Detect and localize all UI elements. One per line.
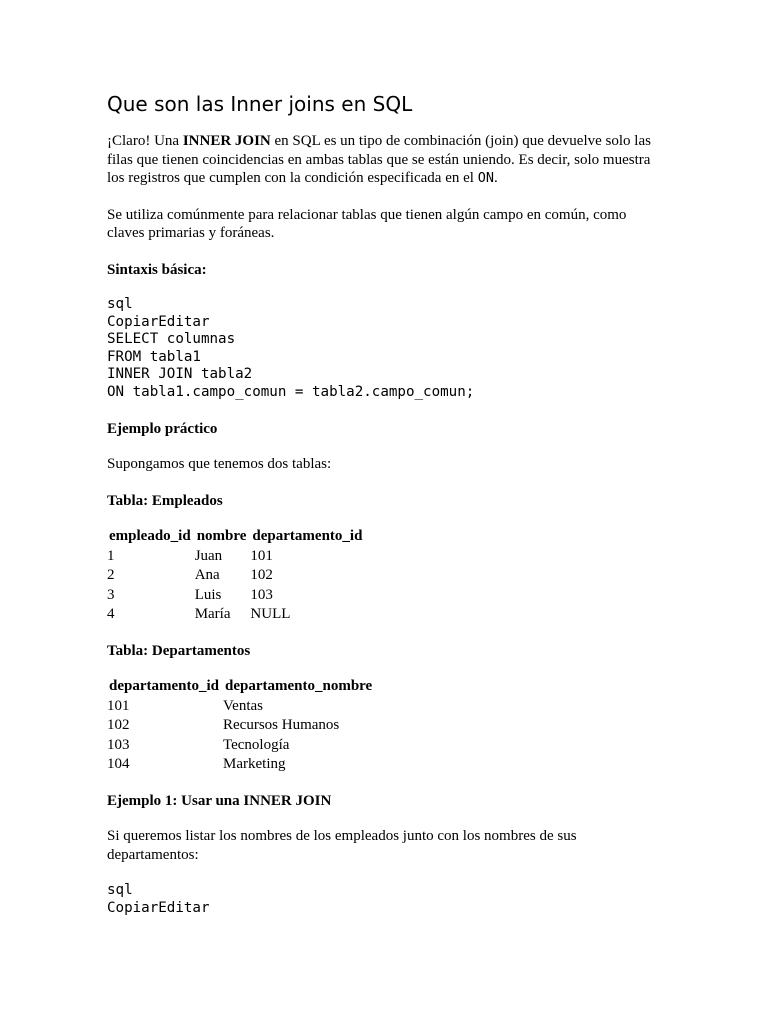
table-row: [107, 605, 366, 625]
code-line: sql: [107, 882, 133, 899]
departamentos-table-heading: Tabla: Departamentos: [107, 642, 251, 659]
empleados-table-heading: Tabla: Empleados: [107, 492, 223, 509]
intro-text-start: ¡Claro! Una: [107, 133, 183, 149]
table-row: [107, 716, 376, 736]
table-cell: Recursos Humanos: [223, 717, 340, 734]
on-keyword-code: ON: [477, 170, 494, 186]
table-row: [107, 566, 366, 586]
copy-edit-label: CopiarEditar: [107, 313, 210, 330]
table-cell: 101: [250, 547, 273, 564]
intro-text-end: .: [493, 170, 498, 186]
table-cell: 101: [107, 697, 130, 714]
example1-heading: Ejemplo 1: Usar una INNER JOIN: [107, 792, 332, 809]
column-header: nombre: [196, 528, 247, 545]
syntax-code-block: [107, 296, 667, 402]
table-row: [107, 755, 376, 775]
table-cell: Ventas: [223, 697, 263, 714]
example1-code-block: [107, 882, 667, 917]
table-cell: María: [194, 606, 231, 623]
example-intro: Supongamos que tenemos dos tablas:: [107, 456, 332, 473]
inner-join-bold: INNER JOIN: [182, 133, 271, 149]
table-cell: Tecnología: [223, 736, 290, 753]
intro-paragraph: [107, 132, 667, 188]
table-cell: 4: [107, 606, 115, 623]
column-header: empleado_id: [109, 528, 191, 545]
table-cell: 3: [107, 586, 115, 603]
table-cell: 103: [250, 586, 273, 603]
table-cell: Marketing: [223, 756, 286, 773]
table-header-row: [107, 677, 376, 697]
code-line: INNER JOIN tabla2: [107, 366, 253, 383]
empleados-table: [107, 527, 366, 625]
table-cell: NULL: [250, 606, 291, 623]
code-line: SELECT columnas: [107, 331, 236, 348]
table-row: [107, 697, 376, 717]
table-row: [107, 736, 376, 756]
table-row: [107, 586, 366, 606]
table-cell: 102: [107, 717, 130, 734]
example1-text: Si queremos listar los nombres de los empleados junto con los nombres de sus departamentos:: [107, 828, 577, 863]
departamentos-table: [107, 677, 376, 775]
page-title: Que son las Inner joins en SQL: [107, 92, 413, 116]
table-cell: 102: [250, 567, 273, 584]
code-line: sql: [107, 296, 133, 312]
table-cell: 2: [107, 567, 115, 584]
table-header-row: [107, 527, 366, 547]
intro-text-middle: en SQL es un tipo de combinación (join) que devuelve solo las filas que tienen coincidencias en ambas tablas que se están uniendo. Es decir, solo muestra los registros que cumplen con la condición especificada en el: [107, 133, 651, 186]
code-line: ON tabla1.campo_comun = tabla2.campo_comun;: [107, 383, 475, 400]
table-cell: 103: [107, 736, 130, 753]
table-cell: 1: [107, 547, 115, 564]
usage-paragraph: Se utiliza comúnmente para relacionar tablas que tienen algún campo en común, como claves primarias y foráneas.: [107, 206, 627, 241]
column-header: departamento_id: [109, 678, 219, 695]
copy-edit-label: CopiarEditar: [107, 899, 210, 916]
table-cell: 104: [107, 756, 130, 773]
table-cell: Juan: [194, 547, 223, 564]
document-page: [107, 92, 667, 917]
table-cell: Ana: [194, 567, 220, 584]
column-header: departamento_id: [252, 528, 363, 545]
example-heading: Ejemplo práctico: [107, 420, 218, 437]
column-header: departamento_nombre: [225, 678, 373, 695]
syntax-heading: Sintaxis básica:: [107, 261, 207, 278]
table-cell: Luis: [194, 586, 222, 603]
table-row: [107, 547, 366, 567]
code-line: FROM tabla1: [107, 348, 201, 365]
